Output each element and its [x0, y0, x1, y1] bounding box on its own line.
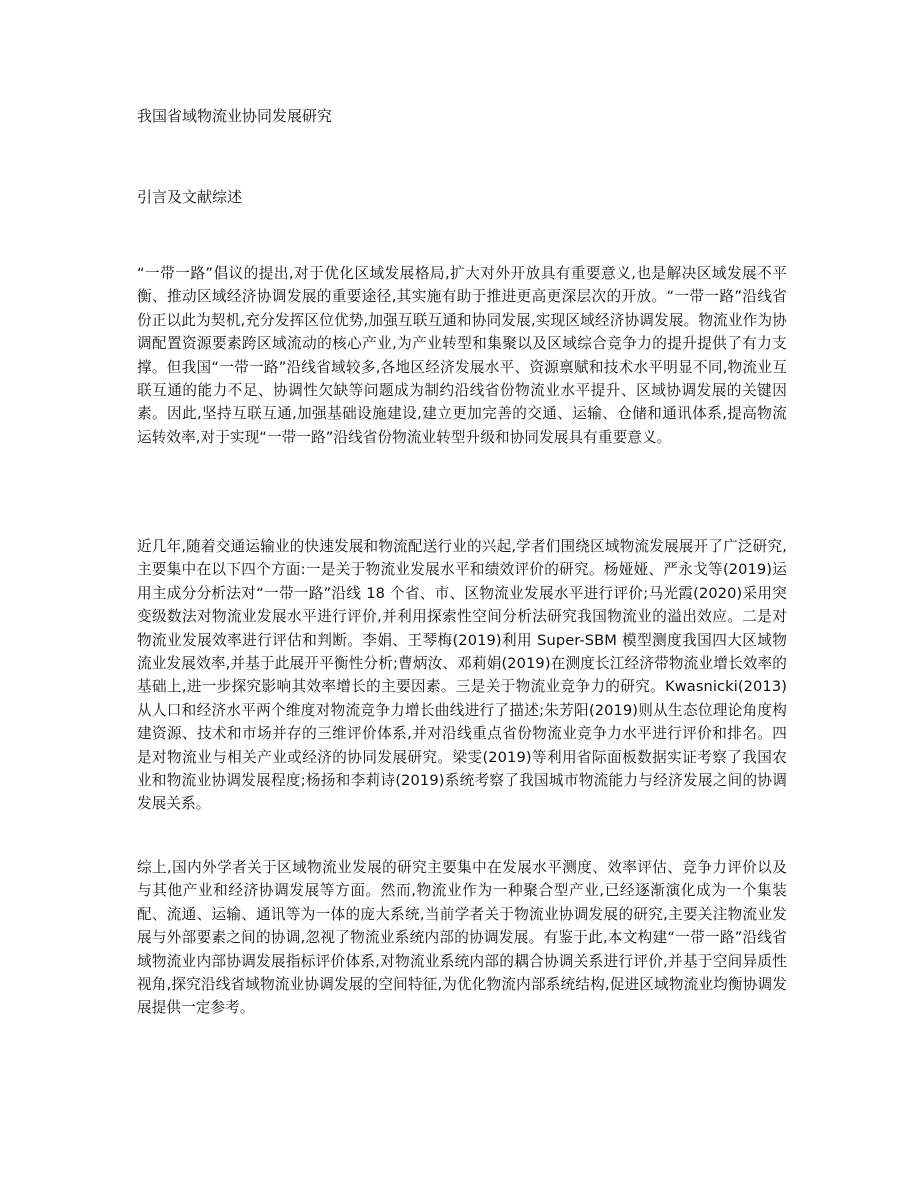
paragraph-literature-review: 近几年,随着交通运输业的快速发展和物流配送行业的兴起,学者们围绕区域物流发展展开了广泛研究,主要集中在以下四个方面:一是关于物流业发展水平和绩效评价的研究。杨娅娅、严永戈等(2019)运用主成分分析法对“一带一路”沿线 18 个省、市、区物流业发展水平进行评价;马光霞(2020)采用突变级数法对物流业发展水平进行评价,并利用探索性空间分析法研究我国物流业的溢出效应。二是对物流业发展效率进行评估和判断。李娟、王琴梅(2019)利用 Super-SBM 模型测度我国四大区域物流业发展效率,并基于此展开平衡性分析;曹炳汝、邓莉娟(2019)在测度长江经济带物流业增长效率的基础上,进一步探究影响其效率增长的主要因素。三是关于物流业竞争力的研究。Kwasnicki(2013)从人口和经济水平两个维度对物流竞争力增长曲线进行了描述;朱芳阳(2019)则从生态位理论角度构建资源、技术和市场并存的三维评价体系,并对沿线重点省份物流业竞争力水平进行评价和排名。四是对物流业与相关产业或经济的协同发展研究。梁雯(2019)等利用省际面板数据实证考察了我国农业和物流业协调发展程度;杨扬和李莉诗(2019)系统考察了我国城市物流能力与经济发展之间的协调发展关系。 — [137, 538, 787, 813]
paragraph-summary: 综上,国内外学者关于区域物流业发展的研究主要集中在发展水平测度、效率评估、竞争力评价以及与其他产业和经济协调发展等方面。然而,物流业作为一种聚合型产业,已经逐渐演化成为一个集装配、流通、运输、通讯等为一体的庞大系统,当前学者关于物流业协调发展的研究,主要关注物流业发展与外部要素之间的协调,忽视了物流业系统内部的协调发展。有鉴于此,本文构建“一带一路”沿线省域物流业内部协调发展指标评价体系,对物流业系统内部的耦合协调关系进行评价,并基于空间异质性视角,探究沿线省域物流业协调发展的空间特征,为优化物流内部系统结构,促进区域物流业均衡协调发展提供一定参考。 — [137, 859, 787, 1017]
paragraph-intro: “一带一路”倡议的提出,对于优化区域发展格局,扩大对外开放具有重要意义,也是解决区域发展不平衡、推动区域经济协调发展的重要途径,其实施有助于推进更高更深层次的开放。“一带一路”沿线省份正以此为契机,充分发挥区位优势,加强互联互通和协同发展,实现区域经济协调发展。物流业作为协调配置资源要素跨区域流动的核心产业,为产业转型和集聚以及区域综合竞争力的提升提供了有力支撑。但我国“一带一路”沿线省域较多,各地区经济发展水平、资源禀赋和技术水平明显不同,物流业互联互通的能力不足、协调性欠缺等问题成为制约沿线省份物流业水平提升、区域协调发展的关键因素。因此,坚持互联互通,加强基础设施建设,建立更加完善的交通、运输、仓储和通讯体系,提高物流运转效率,对于实现“一带一路”沿线省份物流业转型升级和协同发展具有重要意义。 — [137, 265, 787, 446]
document-title: 我国省域物流业协同发展研究 — [137, 107, 333, 125]
section-heading: 引言及文献综述 — [137, 188, 243, 206]
